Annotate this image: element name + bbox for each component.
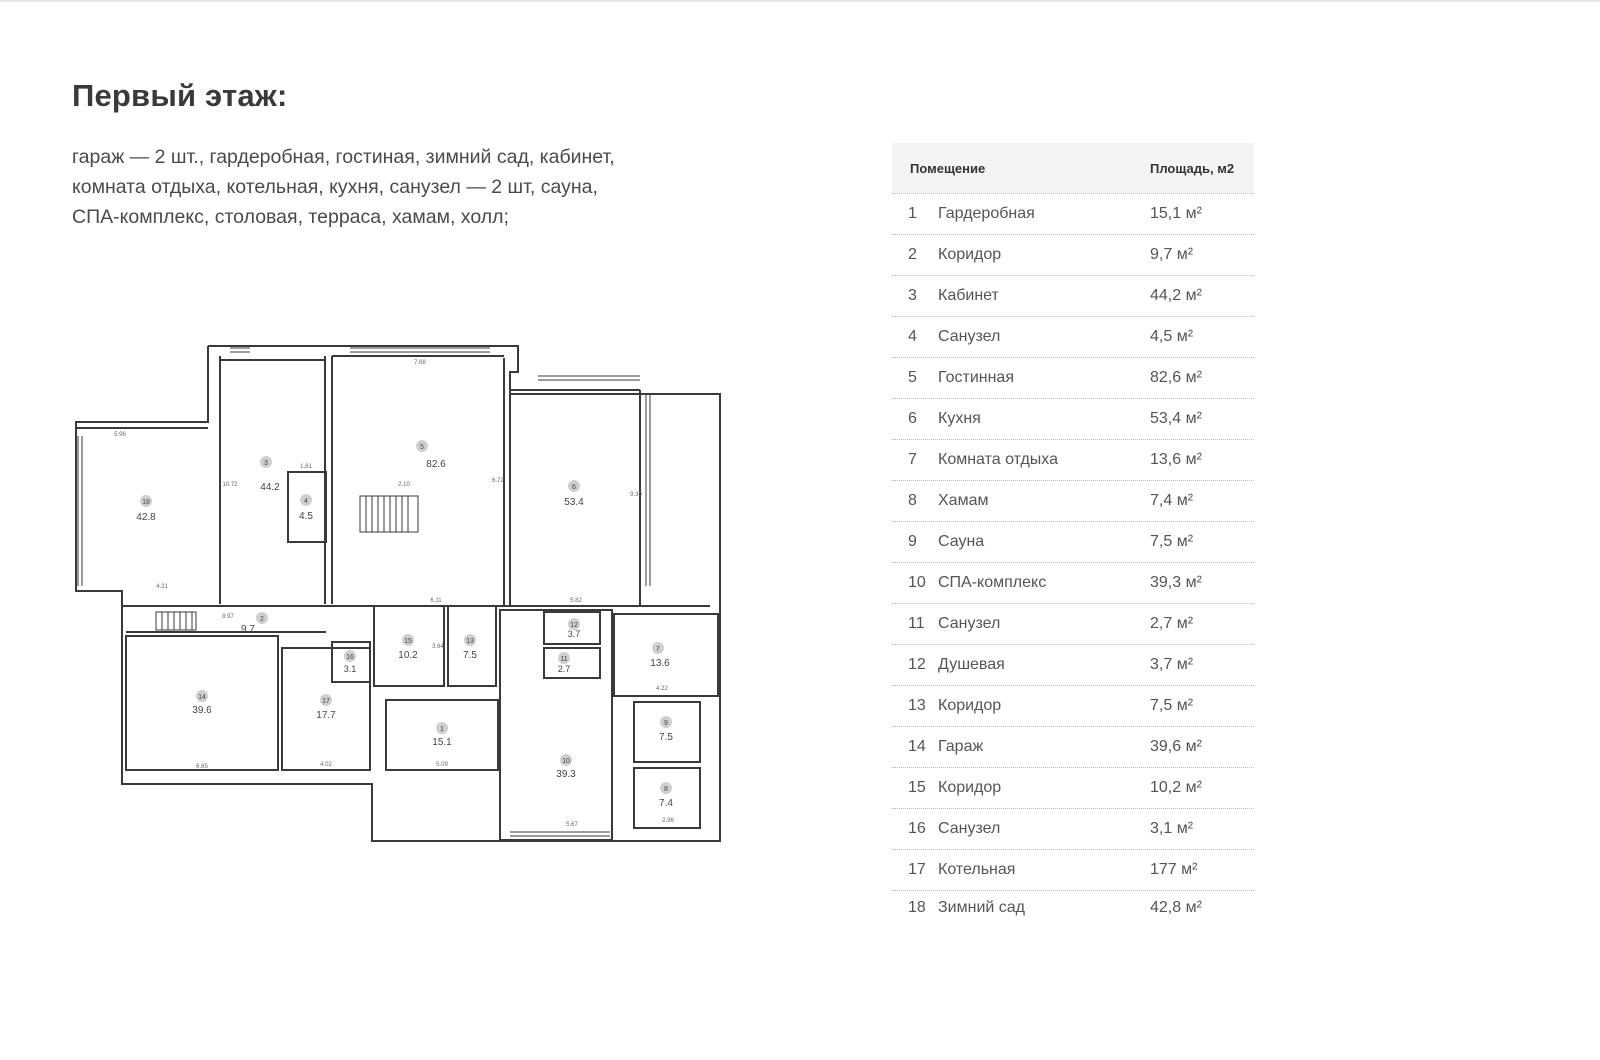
row-number: 16: [908, 820, 926, 837]
plan-room-num: 9: [664, 720, 668, 727]
plan-dimension: 6.72: [492, 478, 504, 484]
plan-dimension: 9.30: [630, 492, 642, 498]
table-row: [892, 481, 1254, 522]
row-area: 3,7 м²: [1150, 656, 1194, 673]
description-line: гараж — 2 шт., гардеробная, гостиная, зимний сад, кабинет,: [72, 146, 615, 168]
row-name: Котельная: [938, 861, 1016, 878]
table-row: [892, 235, 1254, 276]
row-number: 8: [908, 492, 917, 509]
row-number: 12: [908, 656, 926, 673]
plan-room-area: 9.7: [241, 624, 255, 635]
row-number: 17: [908, 861, 926, 878]
row-name: Сауна: [938, 533, 985, 550]
plan-dimension: 5.82: [570, 598, 582, 604]
row-number: 10: [908, 574, 926, 591]
plan-room-area: 7.5: [463, 650, 477, 661]
row-area: 10,2 м²: [1150, 779, 1202, 796]
plan-room-num: 4: [304, 498, 308, 505]
table-row: [892, 358, 1254, 399]
plan-dimension: 2.10: [398, 482, 410, 488]
table-row: [892, 604, 1254, 645]
plan-room-num: 14: [198, 694, 206, 701]
row-area: 7,4 м²: [1150, 492, 1194, 509]
row-area: 9,7 м²: [1150, 246, 1194, 263]
plan-dimension: 2.96: [662, 818, 674, 824]
row-name: Хамам: [938, 492, 989, 509]
table-row: [892, 440, 1254, 481]
row-number: 2: [908, 246, 917, 263]
header-room: Помещение: [910, 160, 986, 176]
plan-room-num: 13: [466, 638, 474, 645]
table-row: [892, 399, 1254, 440]
plan-dimension: 4.31: [156, 584, 168, 590]
table-row: [892, 809, 1254, 850]
row-name: Гараж: [938, 738, 984, 755]
row-number: 9: [908, 533, 917, 550]
row-name: Душевая: [938, 656, 1005, 673]
row-area: 3,1 м²: [1150, 820, 1194, 837]
rooms-table: [892, 143, 1264, 925]
table-row: [892, 850, 1254, 891]
row-name: Коридор: [938, 246, 1002, 263]
plan-dimension: 6.11: [430, 598, 442, 604]
row-name: Коридор: [938, 697, 1002, 714]
plan-room-area: 42.8: [136, 512, 156, 523]
plan-room-area: 7.4: [659, 798, 673, 809]
plan-room-num: 11: [560, 656, 568, 663]
row-name: СПА-комплекс: [938, 574, 1047, 591]
table-row: [892, 563, 1254, 604]
row-number: 15: [908, 779, 926, 796]
row-area: 2,7 м²: [1150, 615, 1194, 632]
plan-room-area: 39.3: [556, 769, 576, 780]
rooms-description: [72, 142, 712, 232]
table-row: [892, 645, 1254, 686]
plan-dimension: 10.72: [222, 482, 238, 488]
row-name: Санузел: [938, 615, 1001, 632]
plan-room-area: 3.1: [343, 664, 357, 674]
row-number: 13: [908, 697, 926, 714]
row-name: Гардеробная: [938, 205, 1035, 222]
row-area: 177 м²: [1150, 861, 1198, 878]
plan-room-area: 13.6: [650, 658, 670, 669]
row-name: Санузел: [938, 820, 1001, 837]
row-area: 39,6 м²: [1150, 738, 1202, 755]
plan-dimension: 3.64: [432, 644, 444, 650]
row-number: 11: [908, 615, 925, 632]
plan-room-num: 6: [572, 484, 576, 491]
plan-room-num: 2: [260, 616, 264, 623]
row-number: 5: [908, 369, 917, 386]
row-number: 4: [908, 328, 917, 345]
plan-dimension: 8.97: [222, 614, 234, 620]
row-area: 4,5 м²: [1150, 328, 1194, 345]
floor-plan: [70, 336, 730, 856]
table-row: [892, 768, 1254, 809]
row-area: 7,5 м²: [1150, 533, 1194, 550]
plan-room-area: 2.7: [557, 664, 571, 674]
plan-room-num: 1: [440, 726, 444, 733]
row-name: Гостинная: [938, 369, 1014, 386]
plan-room-num: 16: [346, 654, 354, 661]
row-area: 44,2 м²: [1150, 287, 1202, 304]
plan-dimension: 6.85: [196, 764, 208, 770]
row-name: Комната отдыха: [938, 451, 1058, 468]
row-name: Кабинет: [938, 287, 999, 304]
plan-room-num: 7: [656, 646, 660, 653]
table-header: [892, 143, 1254, 193]
table-row: [892, 317, 1254, 358]
row-number: 18: [908, 899, 926, 916]
plan-room-area: 39.6: [192, 705, 212, 716]
plan-room-num: 10: [562, 758, 570, 765]
plan-room-area: 17.7: [316, 710, 336, 721]
plan-room-num: 15: [404, 638, 412, 645]
table-row: [892, 891, 1254, 925]
row-area: 7,5 м²: [1150, 697, 1194, 714]
plan-room-area: 15.1: [432, 737, 452, 748]
row-number: 14: [908, 738, 926, 755]
plan-dimension: 1.81: [300, 464, 312, 470]
plan-room-num: 18: [142, 499, 150, 506]
plan-room-area: 53.4: [564, 497, 584, 508]
plan-room-area: 4.5: [299, 511, 313, 522]
page-title: Первый этаж:: [72, 78, 288, 113]
row-number: 6: [908, 410, 917, 427]
plan-dimension: 5.96: [114, 432, 126, 438]
table-row: [892, 522, 1254, 563]
plan-dimension: 4.22: [656, 686, 668, 692]
row-number: 1: [908, 205, 917, 222]
header-area: Площадь, м2: [1150, 160, 1235, 176]
description-line: СПА-комплекс, столовая, терраса, хамам, холл;: [72, 206, 509, 228]
row-area: 15,1 м²: [1150, 205, 1202, 222]
table-row: [892, 686, 1254, 727]
table-row: [892, 727, 1254, 768]
plan-room-num: 3: [264, 460, 268, 467]
plan-room-num: 5: [420, 444, 424, 451]
plan-room-num: 12: [570, 622, 578, 629]
row-number: 3: [908, 287, 917, 304]
plan-dimension: 5.67: [566, 822, 578, 828]
plan-room-area: 82.6: [426, 459, 446, 470]
top-divider: [0, 0, 1600, 2]
row-name: Кухня: [938, 410, 981, 427]
plan-dimension: 5.09: [436, 762, 448, 768]
plan-room-area: 44.2: [260, 482, 280, 493]
plan-room-area: 7.5: [659, 732, 673, 743]
table-row: [892, 194, 1254, 235]
plan-dimension: 4.02: [320, 762, 332, 768]
row-name: Зимний сад: [938, 899, 1025, 916]
plan-room-num: 17: [322, 698, 330, 705]
plan-room-area: 3.7: [567, 629, 581, 639]
description-line: комната отдыха, котельная, кухня, санузел — 2 шт, сауна,: [72, 176, 598, 198]
row-number: 7: [908, 451, 917, 468]
plan-room-area: 10.2: [398, 650, 418, 661]
plan-dimension: 7.68: [414, 360, 426, 366]
table-row: [892, 276, 1254, 317]
row-name: Санузел: [938, 328, 1001, 345]
row-area: 53,4 м²: [1150, 410, 1202, 427]
row-area: 39,3 м²: [1150, 574, 1202, 591]
row-area: 42,8 м²: [1150, 899, 1202, 916]
row-area: 13,6 м²: [1150, 451, 1202, 468]
row-area: 82,6 м²: [1150, 369, 1202, 386]
plan-room-num: 8: [664, 786, 668, 793]
row-name: Коридор: [938, 779, 1002, 796]
